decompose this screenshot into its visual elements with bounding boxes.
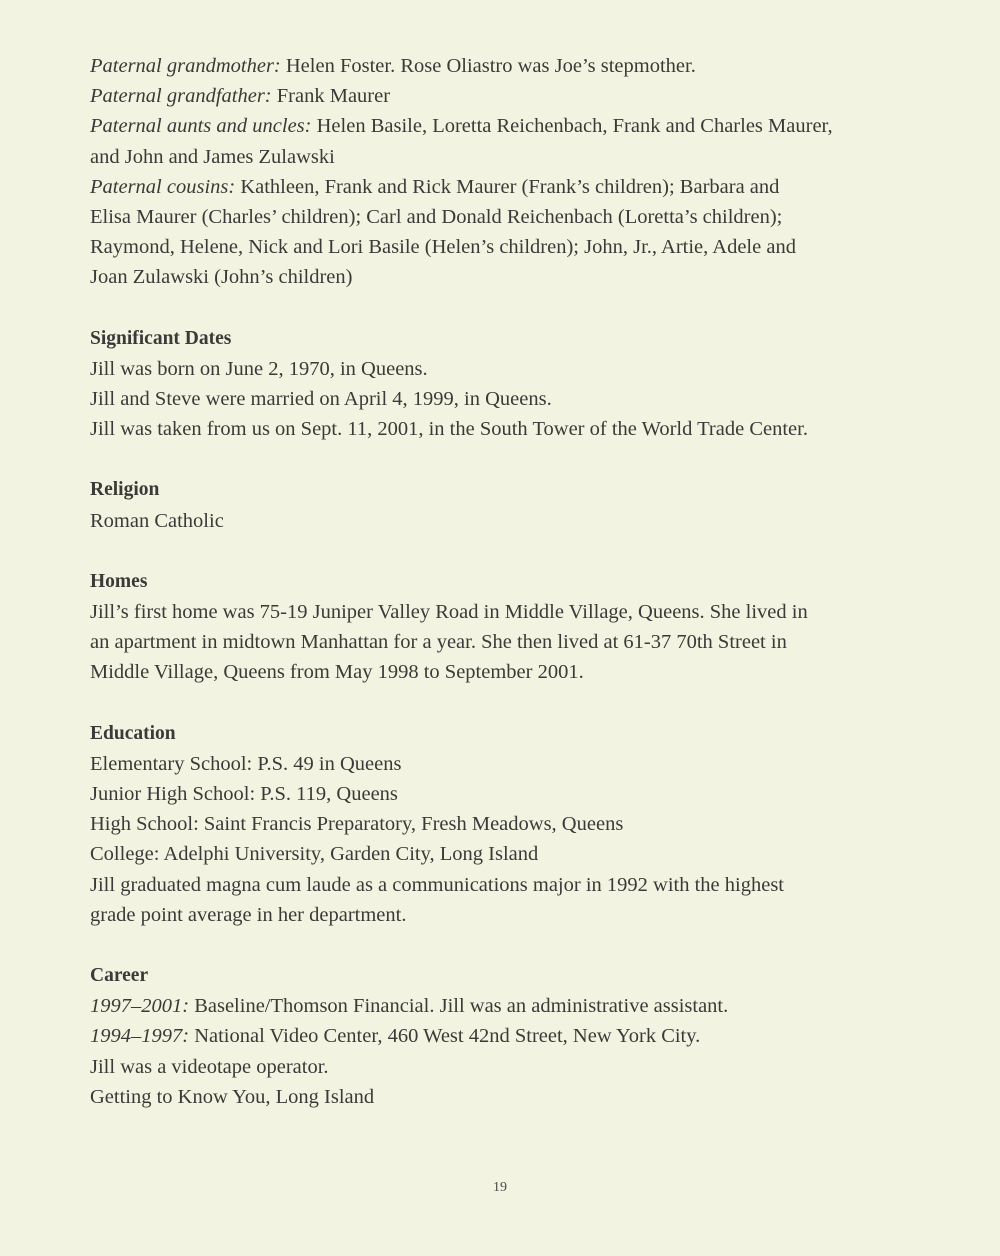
homes-section xyxy=(90,567,890,688)
religion-heading: Religion xyxy=(90,479,160,501)
paternal-grandfather-line xyxy=(90,81,890,111)
paternal-aunts-label: Paternal aunts and uncles: xyxy=(90,115,312,138)
significant-date-line: Jill was taken from us on Sept. 11, 2001, in the South Tower of the World Trade Center. xyxy=(90,418,808,441)
family-section xyxy=(90,51,890,293)
paternal-cousins-value: Kathleen, Frank and Rick Maurer (Frank’s children); Barbara and xyxy=(240,175,780,198)
paternal-grandfather-label: Paternal grandfather: xyxy=(90,85,272,108)
career-entry xyxy=(90,1021,890,1051)
significant-date-line: Jill was born on June 2, 1970, in Queens. xyxy=(90,357,428,380)
career-section xyxy=(90,961,890,1112)
education-line: Junior High School: P.S. 119, Queens xyxy=(90,783,398,806)
paternal-aunts-value: Helen Basile, Loretta Reichenbach, Frank and Charles Maurer, xyxy=(316,115,833,138)
paternal-cousins-line-2: Elisa Maurer (Charles’ children); Carl and Donald Reichenbach (Loretta’s children); xyxy=(90,206,783,229)
homes-line: Middle Village, Queens from May 1998 to September 2001. xyxy=(90,661,584,684)
paternal-grandmother-label: Paternal grandmother: xyxy=(90,55,281,77)
homes-line: Jill’s first home was 75-19 Juniper Valley Road in Middle Village, Queens. She lived in xyxy=(90,601,808,624)
career-entry-text: Baseline/Thomson Financial. Jill was an administrative assistant. xyxy=(194,995,729,1018)
significant-dates-heading: Significant Dates xyxy=(90,327,232,349)
homes-heading: Homes xyxy=(90,570,148,592)
career-entry xyxy=(90,991,890,1021)
paternal-grandmother-line xyxy=(90,51,890,81)
religion-section xyxy=(90,475,890,535)
significant-date-line: Jill and Steve were married on April 4, 1999, in Queens. xyxy=(90,388,552,411)
page-number: 19 xyxy=(493,1180,507,1195)
education-line: grade point average in her department. xyxy=(90,903,407,926)
career-line: Getting to Know You, Long Island xyxy=(90,1085,375,1108)
paternal-cousins-line-4: Joan Zulawski (John’s children) xyxy=(90,266,353,289)
education-line: Elementary School: P.S. 49 in Queens xyxy=(90,752,402,775)
paternal-aunts-line xyxy=(90,111,890,141)
paternal-cousins-line xyxy=(90,172,890,202)
education-line: College: Adelphi University, Garden City, Long Island xyxy=(90,843,539,866)
paternal-grandfather-value: Frank Maurer xyxy=(276,85,391,108)
education-heading: Education xyxy=(90,722,176,744)
education-line: High School: Saint Francis Preparatory, Fresh Meadows, Queens xyxy=(90,813,624,836)
significant-dates-section xyxy=(90,324,890,445)
religion-line: Roman Catholic xyxy=(90,509,224,532)
paternal-cousins-label: Paternal cousins: xyxy=(90,175,236,198)
education-line: Jill graduated magna cum laude as a communications major in 1992 with the highest xyxy=(90,873,784,896)
paternal-grandmother-value: Helen Foster. Rose Oliastro was Joe’s stepmother. xyxy=(285,55,696,77)
career-entry-text: National Video Center, 460 West 42nd Street, New York City. xyxy=(194,1025,701,1048)
homes-line: an apartment in midtown Manhattan for a year. She then lived at 61-37 70th Street in xyxy=(90,631,787,654)
career-entry-dates: 1997–2001: xyxy=(90,995,190,1018)
career-entry-dates: 1994–1997: xyxy=(90,1025,190,1048)
paternal-cousins-line-3: Raymond, Helene, Nick and Lori Basile (Helen’s children); John, Jr., Artie, Adele and xyxy=(90,236,796,259)
education-section xyxy=(90,719,890,930)
career-heading: Career xyxy=(90,965,149,987)
page-content xyxy=(90,51,890,1112)
paternal-aunts-line-2: and John and James Zulawski xyxy=(90,145,335,168)
career-line: Jill was a videotape operator. xyxy=(90,1055,329,1078)
